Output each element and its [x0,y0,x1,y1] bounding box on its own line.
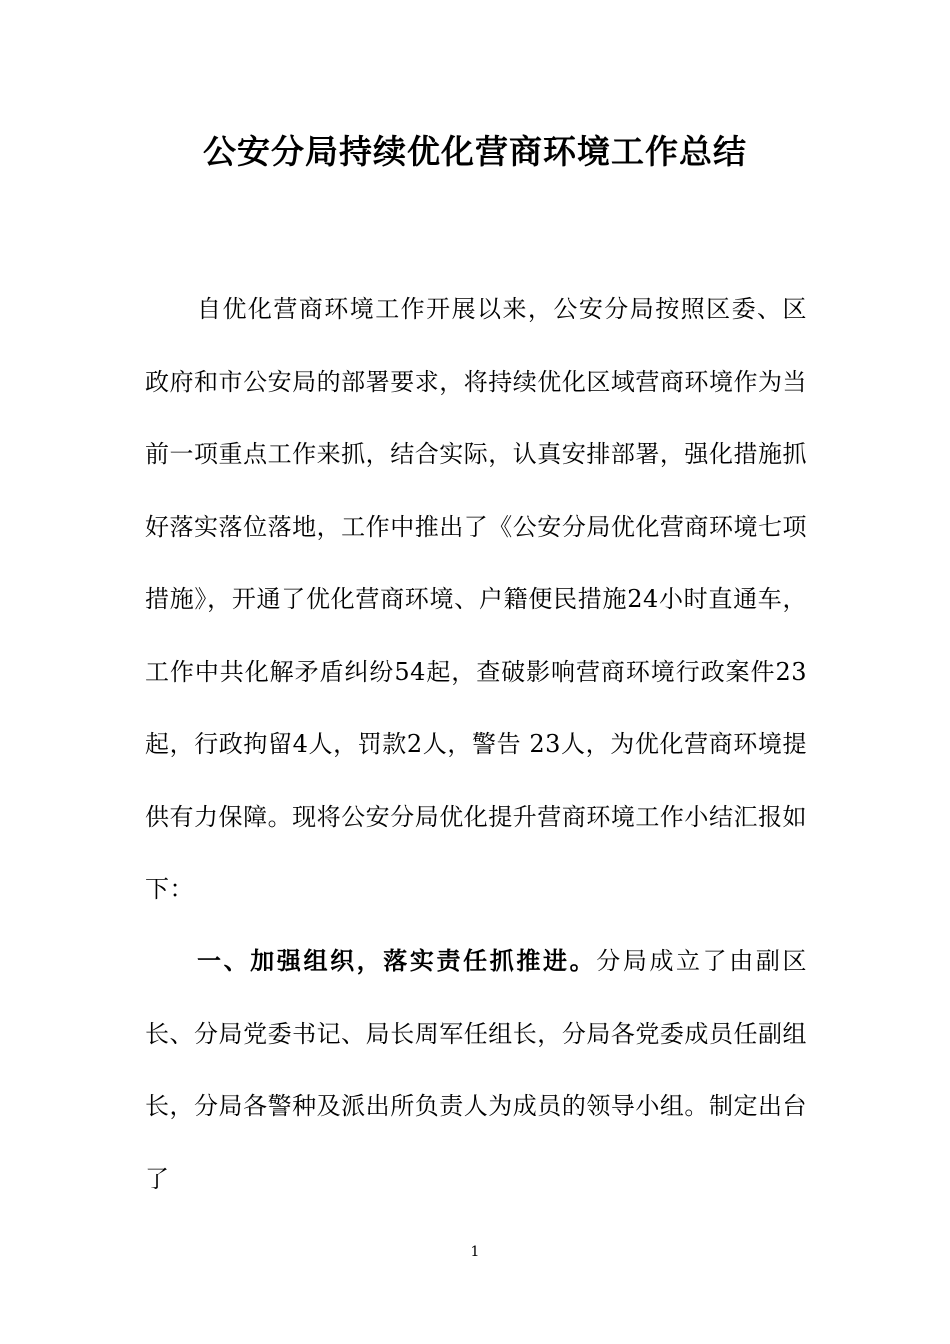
page-number: 1 [470,1244,480,1260]
paragraph-section-1 [145,925,807,1215]
section-body: 分局成立了由副区长、分局党委书记、局长周军任组长，分局各党委成员任副组长，分局各警种及派出所负责人为成员的领导小组。制定出台了 [145,947,808,1193]
document-title: 公安分局持续优化营商环境工作总结 [203,132,747,171]
paragraph-intro: 自优化营商环境工作开展以来，公安分局按照区委、区政府和市公安局的部署要求，将持续优化区域营商环境作为当前一项重点工作来抓，结合实际，认真安排部署，强化措施抓好落实落位落地，工作中推出了《公安分局优化营商环境七项措施》，开通了优化营商环境、户籍便民措施24小时直通车，工作中共化解矛盾纠纷54起，查破影响营商环境行政案件23起，行政拘留4人，罚款2人，警告 23人，为优化营商环境提供有力保障。现将公安分局优化提升营商环境工作小结汇报如下： [145,295,807,903]
section-heading: 一、加强组织，落实责任抓推进。 [197,947,597,975]
